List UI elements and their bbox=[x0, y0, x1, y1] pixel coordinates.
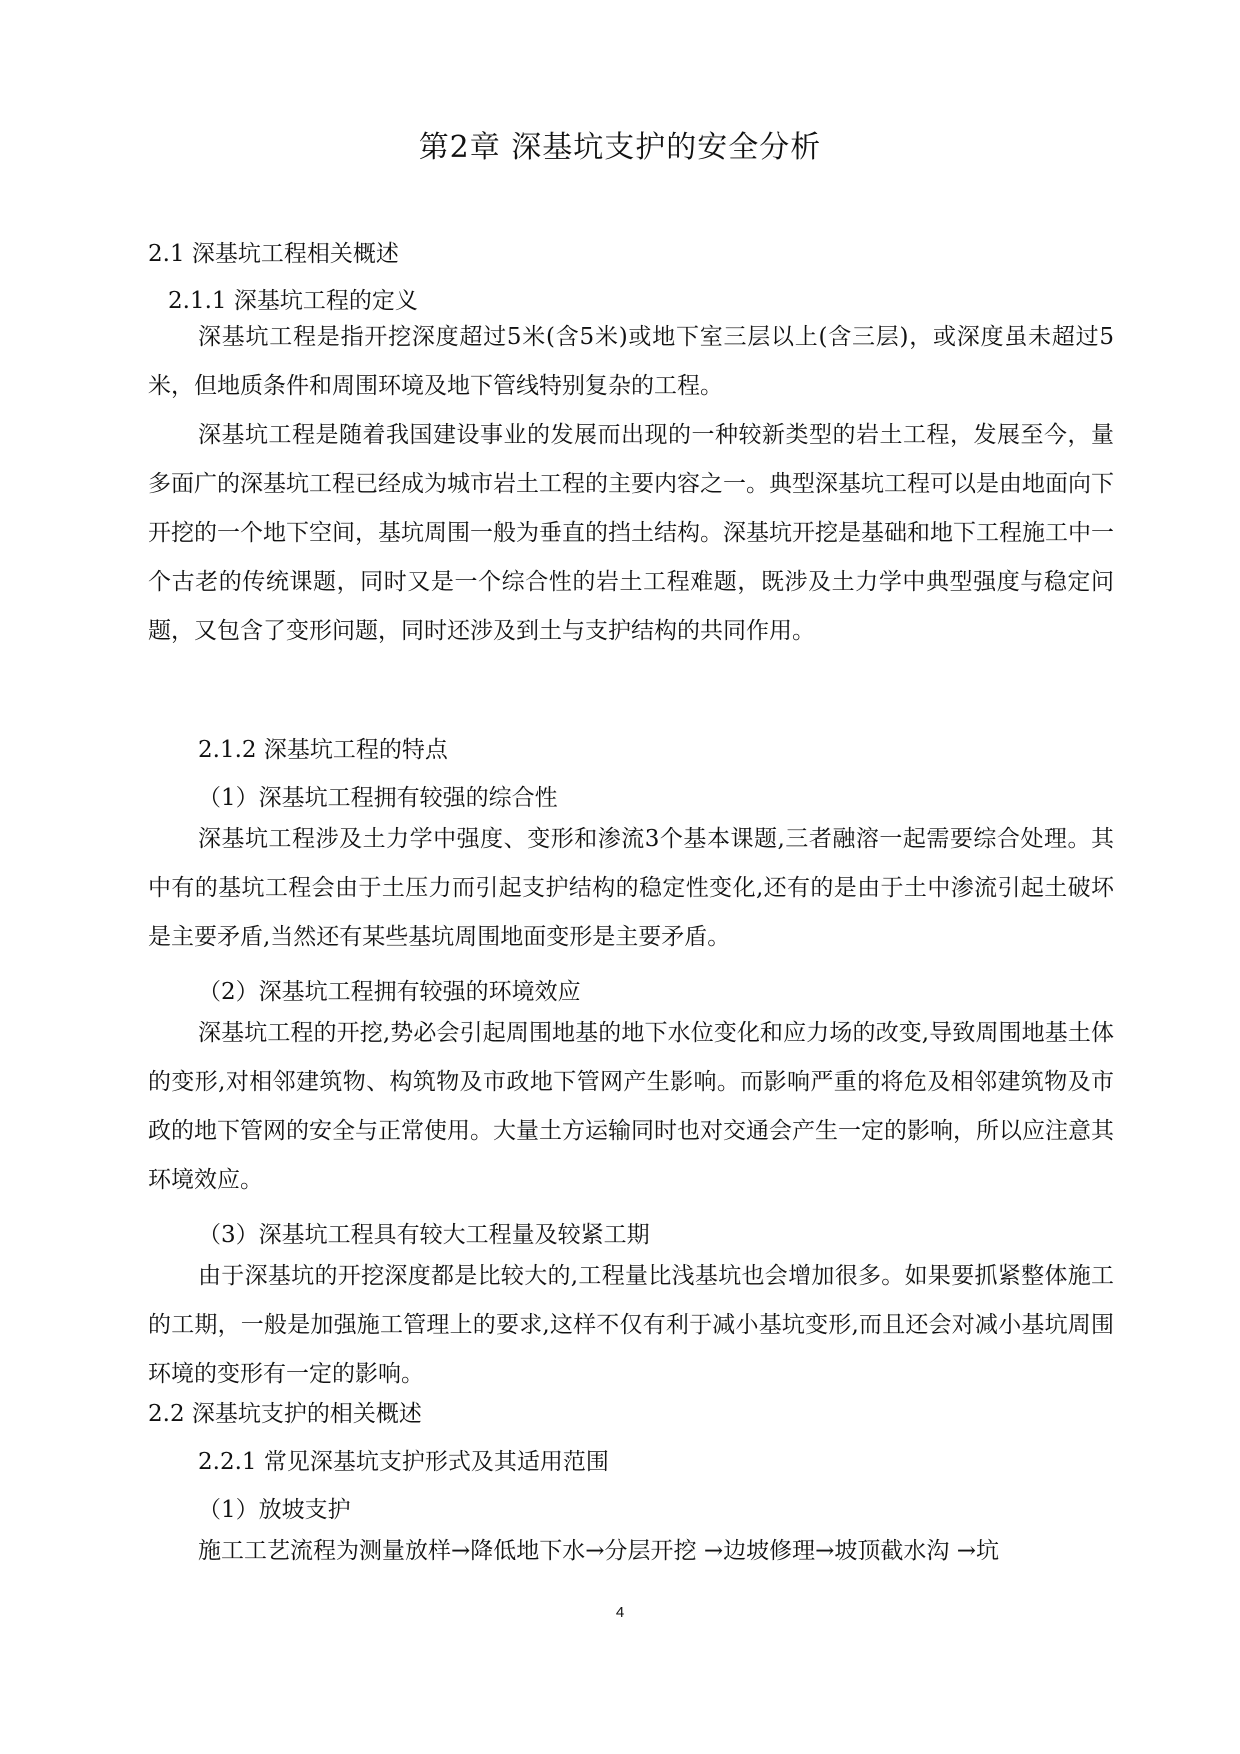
feature-item-text-1: 深基坑工程涉及土力学中强度、变形和渗流3个基本课题,三者融溶一起需要综合处理。其中有的基坑工程会由于土压力而引起支护结构的稳定性变化,还有的是由于土中渗流引起土破坏是主要矛盾,当然还有某些基坑周围地面变形是主要矛盾。 bbox=[148, 826, 1114, 950]
feature-item-label-2: （2）深基坑工程拥有较强的环境效应 bbox=[198, 979, 581, 1005]
subsection-heading-2-1-1: 2.1.1 深基坑工程的定义 bbox=[168, 288, 418, 314]
feature-item-label-3: （3）深基坑工程具有较大工程量及较紧工期 bbox=[198, 1222, 650, 1248]
section-heading-2-2: 2.2 深基坑支护的相关概述 bbox=[148, 1401, 422, 1427]
subsection-heading-2-1-2: 2.1.2 深基坑工程的特点 bbox=[198, 737, 448, 763]
paragraph-definition: 深基坑工程是指开挖深度超过5米(含5米)或地下室三层以上(含三层)，或深度虽未超过5米，但地质条件和周围环境及地下管线特别复杂的工程。 bbox=[148, 324, 1114, 399]
feature-item-text-3: 由于深基坑的开挖深度都是比较大的,工程量比浅基坑也会增加很多。如果要抓紧整体施工的工期，一般是加强施工管理上的要求,这样不仅有利于减小基坑变形,而且还会对减小基坑周围环境的变形有一定的影响。 bbox=[148, 1263, 1114, 1387]
subsection-heading-2-2-1: 2.2.1 常见深基坑支护形式及其适用范围 bbox=[198, 1449, 609, 1475]
feature-item-text-2: 深基坑工程的开挖,势必会引起周围地基的地下水位变化和应力场的改变,导致周围地基土体的变形,对相邻建筑物、构筑物及市政地下管网产生影响。而影响严重的将危及相邻建筑物及市政的地下管网的安全与正常使用。大量土方运输同时也对交通会产生一定的影响，所以应注意其环境效应。 bbox=[148, 1020, 1114, 1193]
paragraph-development: 深基坑工程是随着我国建设事业的发展而出现的一种较新类型的岩土工程，发展至今，量多面广的深基坑工程已经成为城市岩土工程的主要内容之一。典型深基坑工程可以是由地面向下开挖的一个地下空间，基坑周围一般为垂直的挡土结构。深基坑开挖是基础和地下工程施工中一个古老的传统课题，同时又是一个综合性的岩土工程难题，既涉及土力学中典型强度与稳定问题，又包含了变形问题，同时还涉及到土与支护结构的共同作用。 bbox=[148, 422, 1114, 644]
section-heading-2-1: 2.1 深基坑工程相关概述 bbox=[148, 241, 399, 267]
support-process-text: 施工工艺流程为测量放样→降低地下水→分层开挖 →边坡修理→坡顶截水沟 →坑 bbox=[198, 1538, 999, 1564]
page-number: 4 bbox=[615, 1604, 625, 1621]
feature-item-label-1: （1）深基坑工程拥有较强的综合性 bbox=[198, 785, 558, 811]
support-item-label-1: （1）放坡支护 bbox=[198, 1497, 351, 1523]
chapter-title: 第2章 深基坑支护的安全分析 bbox=[418, 130, 822, 165]
